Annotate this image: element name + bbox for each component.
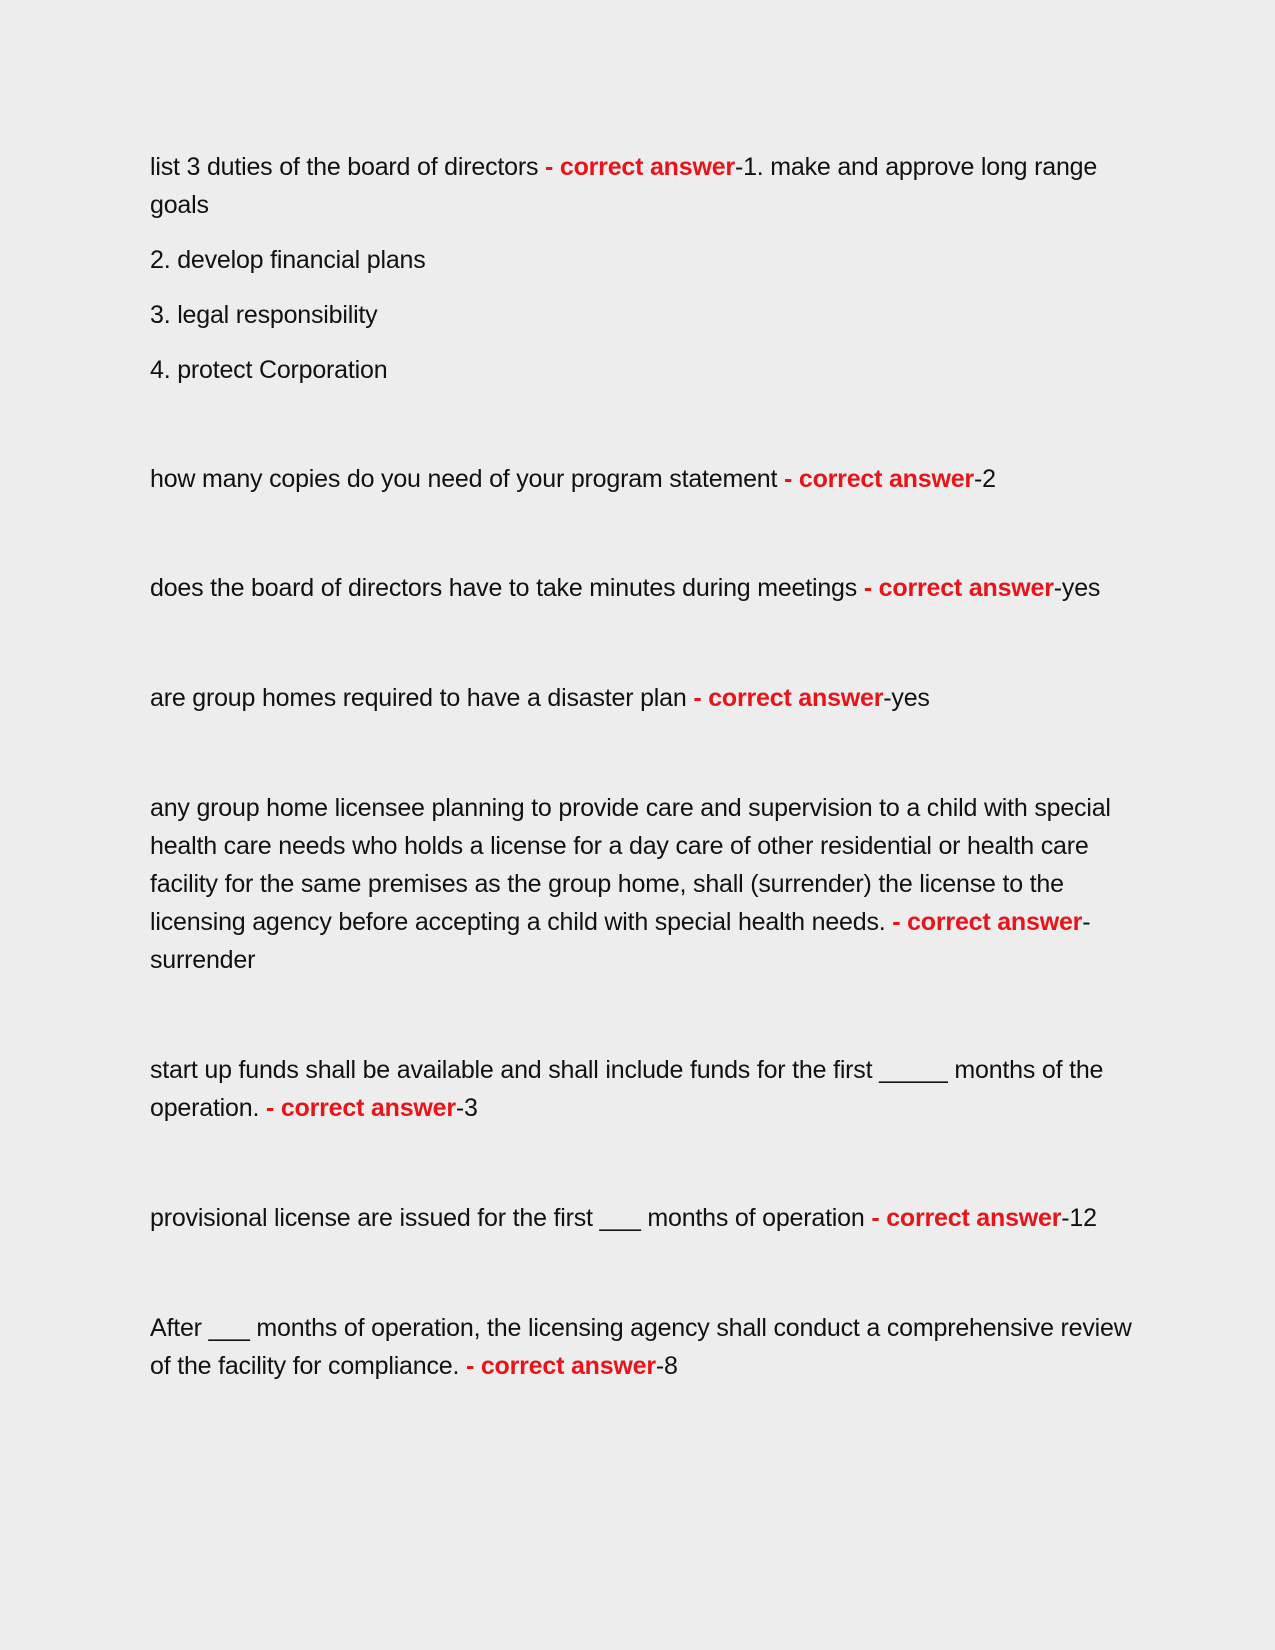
answer-text: -2 bbox=[973, 465, 996, 493]
qa-item-2 bbox=[150, 460, 1135, 498]
answer-text: -12 bbox=[1061, 1204, 1097, 1232]
correct-answer-marker: - correct answer bbox=[892, 908, 1083, 936]
qa-text bbox=[150, 460, 1135, 498]
correct-answer-marker: - correct answer bbox=[693, 684, 884, 712]
answer-continuation-line: 3. legal responsibility bbox=[150, 301, 378, 329]
answer-text: -surrender bbox=[150, 908, 1091, 974]
qa-text bbox=[150, 148, 1135, 224]
answer-text: -3 bbox=[455, 1094, 478, 1122]
question-text: does the board of directors have to take minutes during meetings bbox=[150, 574, 864, 602]
qa-item-1 bbox=[150, 148, 1135, 389]
qa-text bbox=[150, 569, 1135, 607]
question-text: provisional license are issued for the first ___ months of operation bbox=[150, 1204, 872, 1232]
qa-item-8 bbox=[150, 1309, 1135, 1385]
qa-text bbox=[150, 1309, 1135, 1385]
qa-text bbox=[150, 679, 1135, 717]
answer-text: -8 bbox=[655, 1352, 678, 1380]
correct-answer-marker: - correct answer bbox=[863, 574, 1054, 602]
document-page bbox=[150, 148, 1135, 1385]
answer-text: -1. make and approve long range goals bbox=[150, 153, 1098, 219]
question-text: how many copies do you need of your program statement bbox=[150, 465, 784, 493]
answer-text: -yes bbox=[1053, 574, 1101, 602]
question-text: list 3 duties of the board of directors bbox=[150, 153, 545, 181]
question-text: are group homes required to have a disaster plan bbox=[150, 684, 694, 712]
qa-item-3 bbox=[150, 569, 1135, 607]
correct-answer-marker: - correct answer bbox=[465, 1352, 656, 1380]
qa-item-6 bbox=[150, 1051, 1135, 1127]
correct-answer-marker: - correct answer bbox=[265, 1094, 456, 1122]
answer-continuation-line: 2. develop financial plans bbox=[150, 246, 426, 274]
question-text: start up funds shall be available and shall include funds for the first _____ months of the operation. bbox=[150, 1056, 1104, 1122]
answer-continuation-line: 4. protect Corporation bbox=[150, 356, 388, 384]
qa-text bbox=[150, 789, 1135, 979]
qa-text bbox=[150, 1051, 1135, 1127]
correct-answer-marker: - correct answer bbox=[871, 1204, 1062, 1232]
qa-item-4 bbox=[150, 679, 1135, 717]
answer-text: -yes bbox=[883, 684, 930, 712]
qa-text bbox=[150, 1199, 1135, 1237]
qa-item-5 bbox=[150, 789, 1135, 979]
question-text: After ___ months of operation, the licensing agency shall conduct a comprehensive review of the facility for compliance. bbox=[150, 1314, 1132, 1380]
qa-item-7 bbox=[150, 1199, 1135, 1237]
correct-answer-marker: - correct answer bbox=[784, 465, 974, 493]
correct-answer-marker: - correct answer bbox=[545, 153, 735, 181]
question-text: any group home licensee planning to provide care and supervision to a child with special health care needs who holds a license for a day care of other residential or health care facility for the same premises as the group home, shall (surrender) the license to the licensing agency before accepting a child with special health needs. bbox=[150, 794, 1111, 936]
